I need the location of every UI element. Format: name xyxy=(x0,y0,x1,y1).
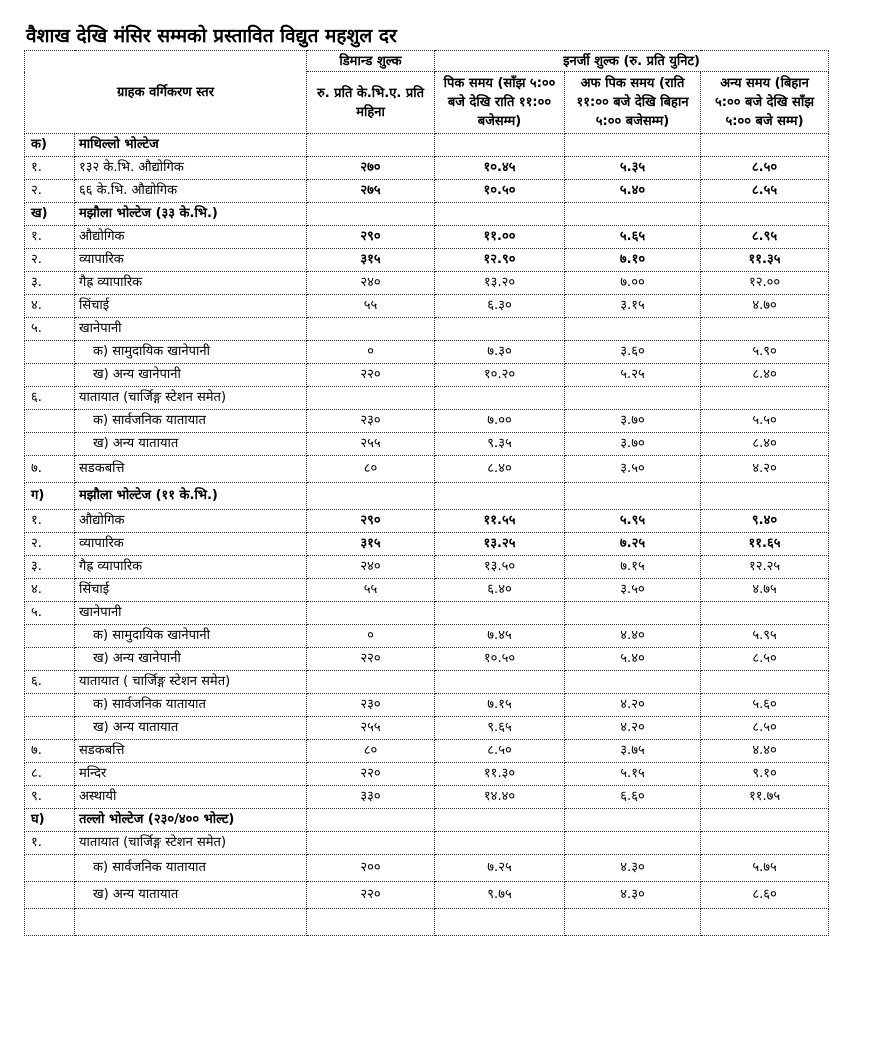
demand-charge xyxy=(307,483,435,510)
section-row xyxy=(25,134,829,157)
offpeak-rate xyxy=(565,909,701,936)
header-demand-group: डिमान्ड शुल्क xyxy=(307,51,435,72)
tariff-table xyxy=(24,50,829,936)
table-row xyxy=(25,855,829,882)
row-number: २. xyxy=(25,249,75,272)
row-number: ७. xyxy=(25,740,75,763)
peak-rate xyxy=(435,318,565,341)
row-number xyxy=(25,717,75,740)
row-name: ख) अन्य यातायात xyxy=(75,882,307,909)
demand-charge: २२० xyxy=(307,648,435,671)
row-name xyxy=(75,909,307,936)
row-name: मझौला भोल्टेज (११ के.भि.) xyxy=(75,483,307,510)
demand-charge: २४० xyxy=(307,556,435,579)
offpeak-rate xyxy=(565,203,701,226)
peak-rate: ७.२५ xyxy=(435,855,565,882)
peak-rate: ११.५५ xyxy=(435,510,565,533)
row-number: ९. xyxy=(25,786,75,809)
section-row xyxy=(25,203,829,226)
row-number xyxy=(25,648,75,671)
row-number: ४. xyxy=(25,295,75,318)
peak-rate xyxy=(435,203,565,226)
row-name: ख) अन्य खानेपानी xyxy=(75,648,307,671)
peak-rate: ९.७५ xyxy=(435,882,565,909)
row-name: यातायात (चार्जिङ्ग स्टेशन समेत) xyxy=(75,387,307,410)
row-number xyxy=(25,882,75,909)
header-offpeak: अफ पिक समय (राति ११:०० बजे देखि बिहान ५:०० बजेसम्म) xyxy=(565,72,701,134)
offpeak-rate: ३.७० xyxy=(565,433,701,456)
demand-charge: ८० xyxy=(307,456,435,483)
demand-charge: ० xyxy=(307,625,435,648)
row-name: सडकबत्ति xyxy=(75,740,307,763)
row-name: क) सार्वजनिक यातायात xyxy=(75,410,307,433)
offpeak-rate: ५.९५ xyxy=(565,510,701,533)
offpeak-rate xyxy=(565,671,701,694)
peak-rate: ८.४० xyxy=(435,456,565,483)
offpeak-rate xyxy=(565,809,701,832)
other-rate xyxy=(701,832,829,855)
offpeak-rate: ५.४० xyxy=(565,648,701,671)
row-name: मझौला भोल्टेज (३३ के.भि.) xyxy=(75,203,307,226)
peak-rate: १३.२५ xyxy=(435,533,565,556)
other-rate xyxy=(701,483,829,510)
row-name: माथिल्लो भोल्टेज xyxy=(75,134,307,157)
row-number: ख) xyxy=(25,203,75,226)
other-rate: ८.९५ xyxy=(701,226,829,249)
table-row xyxy=(25,832,829,855)
offpeak-rate: ३.७५ xyxy=(565,740,701,763)
demand-charge xyxy=(307,671,435,694)
demand-charge: २३० xyxy=(307,410,435,433)
peak-rate: ११.०० xyxy=(435,226,565,249)
row-name: क) सामुदायिक खानेपानी xyxy=(75,341,307,364)
row-name: क) सार्वजनिक यातायात xyxy=(75,694,307,717)
table-row xyxy=(25,510,829,533)
other-rate: ५.५० xyxy=(701,410,829,433)
table-row xyxy=(25,579,829,602)
offpeak-rate xyxy=(565,602,701,625)
row-number xyxy=(25,341,75,364)
table-row xyxy=(25,456,829,483)
row-number: २. xyxy=(25,180,75,203)
demand-charge xyxy=(307,203,435,226)
peak-rate: १४.४० xyxy=(435,786,565,809)
demand-charge: २२० xyxy=(307,763,435,786)
row-number xyxy=(25,694,75,717)
other-rate: ४.७० xyxy=(701,295,829,318)
offpeak-rate: ४.२० xyxy=(565,717,701,740)
peak-rate xyxy=(435,809,565,832)
peak-rate: १०.२० xyxy=(435,364,565,387)
section-row xyxy=(25,809,829,832)
peak-rate xyxy=(435,909,565,936)
row-number: ६. xyxy=(25,387,75,410)
row-number xyxy=(25,433,75,456)
row-number xyxy=(25,410,75,433)
table-row xyxy=(25,717,829,740)
table-row xyxy=(25,249,829,272)
table-row xyxy=(25,387,829,410)
demand-charge: २९० xyxy=(307,226,435,249)
other-rate: ८.६० xyxy=(701,882,829,909)
other-rate: ५.९५ xyxy=(701,625,829,648)
demand-charge: ० xyxy=(307,341,435,364)
other-rate: ११.६५ xyxy=(701,533,829,556)
other-rate: १२.०० xyxy=(701,272,829,295)
other-rate: ११.३५ xyxy=(701,249,829,272)
row-name: यातायात (चार्जिङ्ग स्टेशन समेत) xyxy=(75,832,307,855)
table-row xyxy=(25,318,829,341)
blank-row xyxy=(25,909,829,936)
row-number: ३. xyxy=(25,272,75,295)
table-row xyxy=(25,295,829,318)
offpeak-rate: ३.१५ xyxy=(565,295,701,318)
other-rate: ८.५५ xyxy=(701,180,829,203)
peak-rate: ९.६५ xyxy=(435,717,565,740)
table-row xyxy=(25,556,829,579)
offpeak-rate: ७.१० xyxy=(565,249,701,272)
row-number: घ) xyxy=(25,809,75,832)
demand-charge xyxy=(307,134,435,157)
table-row xyxy=(25,226,829,249)
other-rate xyxy=(701,134,829,157)
row-number xyxy=(25,855,75,882)
demand-charge: २५५ xyxy=(307,433,435,456)
peak-rate: १०.५० xyxy=(435,180,565,203)
table-row xyxy=(25,180,829,203)
row-name: सिंचाई xyxy=(75,295,307,318)
row-number: २. xyxy=(25,533,75,556)
offpeak-rate: ६.६० xyxy=(565,786,701,809)
demand-charge: २९० xyxy=(307,510,435,533)
offpeak-rate: ३.७० xyxy=(565,410,701,433)
row-number: ६. xyxy=(25,671,75,694)
demand-charge xyxy=(307,809,435,832)
offpeak-rate: ३.५० xyxy=(565,456,701,483)
table-row xyxy=(25,648,829,671)
table-row xyxy=(25,694,829,717)
table-row xyxy=(25,533,829,556)
table-row xyxy=(25,740,829,763)
row-number: ४. xyxy=(25,579,75,602)
other-rate xyxy=(701,203,829,226)
peak-rate: १०.५० xyxy=(435,648,565,671)
offpeak-rate: ५.६५ xyxy=(565,226,701,249)
row-name: ख) अन्य खानेपानी xyxy=(75,364,307,387)
peak-rate xyxy=(435,134,565,157)
table-row xyxy=(25,763,829,786)
peak-rate: ७.४५ xyxy=(435,625,565,648)
row-name: गैह्र व्यापारिक xyxy=(75,556,307,579)
header-energy-group: इनर्जी शुल्क (रु. प्रति युनिट) xyxy=(435,51,829,72)
other-rate: ८.४० xyxy=(701,433,829,456)
row-number: १. xyxy=(25,157,75,180)
table-row xyxy=(25,671,829,694)
peak-rate xyxy=(435,387,565,410)
peak-rate: ६.४० xyxy=(435,579,565,602)
header-peak: पिक समय (साँझ ५:०० बजे देखि राति ११:०० बजेसम्म) xyxy=(435,72,565,134)
row-name: मन्दिर xyxy=(75,763,307,786)
demand-charge: २७५ xyxy=(307,180,435,203)
table-row xyxy=(25,272,829,295)
page-title: वैशाख देखि मंसिर सम्मको प्रस्तावित विद्युत महशुल दर xyxy=(26,25,397,47)
other-rate: ८.५० xyxy=(701,717,829,740)
row-number: ३. xyxy=(25,556,75,579)
row-number xyxy=(25,909,75,936)
other-rate xyxy=(701,909,829,936)
row-number: १. xyxy=(25,832,75,855)
demand-charge: २३० xyxy=(307,694,435,717)
offpeak-rate: ७.२५ xyxy=(565,533,701,556)
row-name: औद्योगिक xyxy=(75,226,307,249)
row-name: १३२ के.भि. औद्योगिक xyxy=(75,157,307,180)
demand-charge xyxy=(307,909,435,936)
offpeak-rate: ५.३५ xyxy=(565,157,701,180)
header-category: ग्राहक वर्गिकरण स्तर xyxy=(25,51,307,134)
other-rate: ४.२० xyxy=(701,456,829,483)
row-number: ५. xyxy=(25,318,75,341)
row-name: तल्लो भोल्टेज (२३०/४०० भोल्ट) xyxy=(75,809,307,832)
table-row xyxy=(25,157,829,180)
offpeak-rate: ५.४० xyxy=(565,180,701,203)
row-name: व्यापारिक xyxy=(75,533,307,556)
other-rate: ८.५० xyxy=(701,157,829,180)
other-rate: ४.७५ xyxy=(701,579,829,602)
peak-rate: १३.५० xyxy=(435,556,565,579)
other-rate xyxy=(701,387,829,410)
section-row xyxy=(25,483,829,510)
other-rate xyxy=(701,671,829,694)
demand-charge: २२० xyxy=(307,364,435,387)
peak-rate: ९.३५ xyxy=(435,433,565,456)
demand-charge: २५५ xyxy=(307,717,435,740)
peak-rate: ७.०० xyxy=(435,410,565,433)
demand-charge: २७० xyxy=(307,157,435,180)
row-name: क) सार्वजनिक यातायात xyxy=(75,855,307,882)
peak-rate: ८.५० xyxy=(435,740,565,763)
offpeak-rate xyxy=(565,318,701,341)
row-number: ५. xyxy=(25,602,75,625)
offpeak-rate: ४.३० xyxy=(565,855,701,882)
row-name: सिंचाई xyxy=(75,579,307,602)
demand-charge xyxy=(307,387,435,410)
other-rate: ११.७५ xyxy=(701,786,829,809)
row-name: व्यापारिक xyxy=(75,249,307,272)
other-rate: ५.७५ xyxy=(701,855,829,882)
offpeak-rate: ५.२५ xyxy=(565,364,701,387)
demand-charge: ३१५ xyxy=(307,249,435,272)
peak-rate xyxy=(435,671,565,694)
peak-rate: ६.३० xyxy=(435,295,565,318)
peak-rate xyxy=(435,483,565,510)
peak-rate xyxy=(435,602,565,625)
offpeak-rate: ५.१५ xyxy=(565,763,701,786)
demand-charge: ५५ xyxy=(307,295,435,318)
demand-charge: ३१५ xyxy=(307,533,435,556)
row-number: ग) xyxy=(25,483,75,510)
offpeak-rate: ७.१५ xyxy=(565,556,701,579)
demand-charge: ५५ xyxy=(307,579,435,602)
demand-charge xyxy=(307,832,435,855)
peak-rate: ११.३० xyxy=(435,763,565,786)
row-number xyxy=(25,364,75,387)
offpeak-rate: ७.०० xyxy=(565,272,701,295)
header-other: अन्य समय (बिहान ५:०० बजे देखि साँझ ५:०० बजे सम्म) xyxy=(701,72,829,134)
other-rate xyxy=(701,809,829,832)
table-row xyxy=(25,786,829,809)
demand-charge xyxy=(307,602,435,625)
demand-charge: ३३० xyxy=(307,786,435,809)
other-rate: ८.४० xyxy=(701,364,829,387)
row-name: औद्योगिक xyxy=(75,510,307,533)
other-rate: ९.१० xyxy=(701,763,829,786)
header-row-groups xyxy=(25,51,829,72)
demand-charge: ८० xyxy=(307,740,435,763)
table-row xyxy=(25,364,829,387)
demand-charge: २४० xyxy=(307,272,435,295)
offpeak-rate xyxy=(565,387,701,410)
row-name: खानेपानी xyxy=(75,602,307,625)
table-row xyxy=(25,602,829,625)
table-row xyxy=(25,625,829,648)
offpeak-rate: ४.३० xyxy=(565,882,701,909)
offpeak-rate: ३.५० xyxy=(565,579,701,602)
other-rate: ९.४० xyxy=(701,510,829,533)
offpeak-rate: ४.२० xyxy=(565,694,701,717)
row-number: ८. xyxy=(25,763,75,786)
other-rate xyxy=(701,602,829,625)
table-row xyxy=(25,410,829,433)
row-number: १. xyxy=(25,226,75,249)
row-number: १. xyxy=(25,510,75,533)
table-row xyxy=(25,882,829,909)
other-rate: ५.९० xyxy=(701,341,829,364)
demand-charge: २०० xyxy=(307,855,435,882)
peak-rate: १२.९० xyxy=(435,249,565,272)
offpeak-rate: ४.४० xyxy=(565,625,701,648)
peak-rate xyxy=(435,832,565,855)
offpeak-rate xyxy=(565,483,701,510)
row-name: ख) अन्य यातायात xyxy=(75,433,307,456)
other-rate xyxy=(701,318,829,341)
demand-charge: २२० xyxy=(307,882,435,909)
offpeak-rate xyxy=(565,134,701,157)
row-name: ६६ के.भि. औद्योगिक xyxy=(75,180,307,203)
peak-rate: ७.३० xyxy=(435,341,565,364)
other-rate: १२.२५ xyxy=(701,556,829,579)
row-number xyxy=(25,625,75,648)
peak-rate: १०.४५ xyxy=(435,157,565,180)
other-rate: ४.४० xyxy=(701,740,829,763)
offpeak-rate xyxy=(565,832,701,855)
row-name: गैह्र व्यापारिक xyxy=(75,272,307,295)
other-rate: ८.५० xyxy=(701,648,829,671)
row-name: सडकबत्ति xyxy=(75,456,307,483)
row-number: क) xyxy=(25,134,75,157)
row-number: ७. xyxy=(25,456,75,483)
header-demand-unit: रु. प्रति के.भि.ए. प्रति महिना xyxy=(307,72,435,134)
row-name: यातायात ( चार्जिङ्ग स्टेशन समेत) xyxy=(75,671,307,694)
offpeak-rate: ३.६० xyxy=(565,341,701,364)
other-rate: ५.६० xyxy=(701,694,829,717)
table-row xyxy=(25,341,829,364)
table-row xyxy=(25,433,829,456)
demand-charge xyxy=(307,318,435,341)
row-name: अस्थायी xyxy=(75,786,307,809)
peak-rate: १३.२० xyxy=(435,272,565,295)
peak-rate: ७.१५ xyxy=(435,694,565,717)
row-name: ख) अन्य यातायात xyxy=(75,717,307,740)
row-name: खानेपानी xyxy=(75,318,307,341)
row-name: क) सामुदायिक खानेपानी xyxy=(75,625,307,648)
